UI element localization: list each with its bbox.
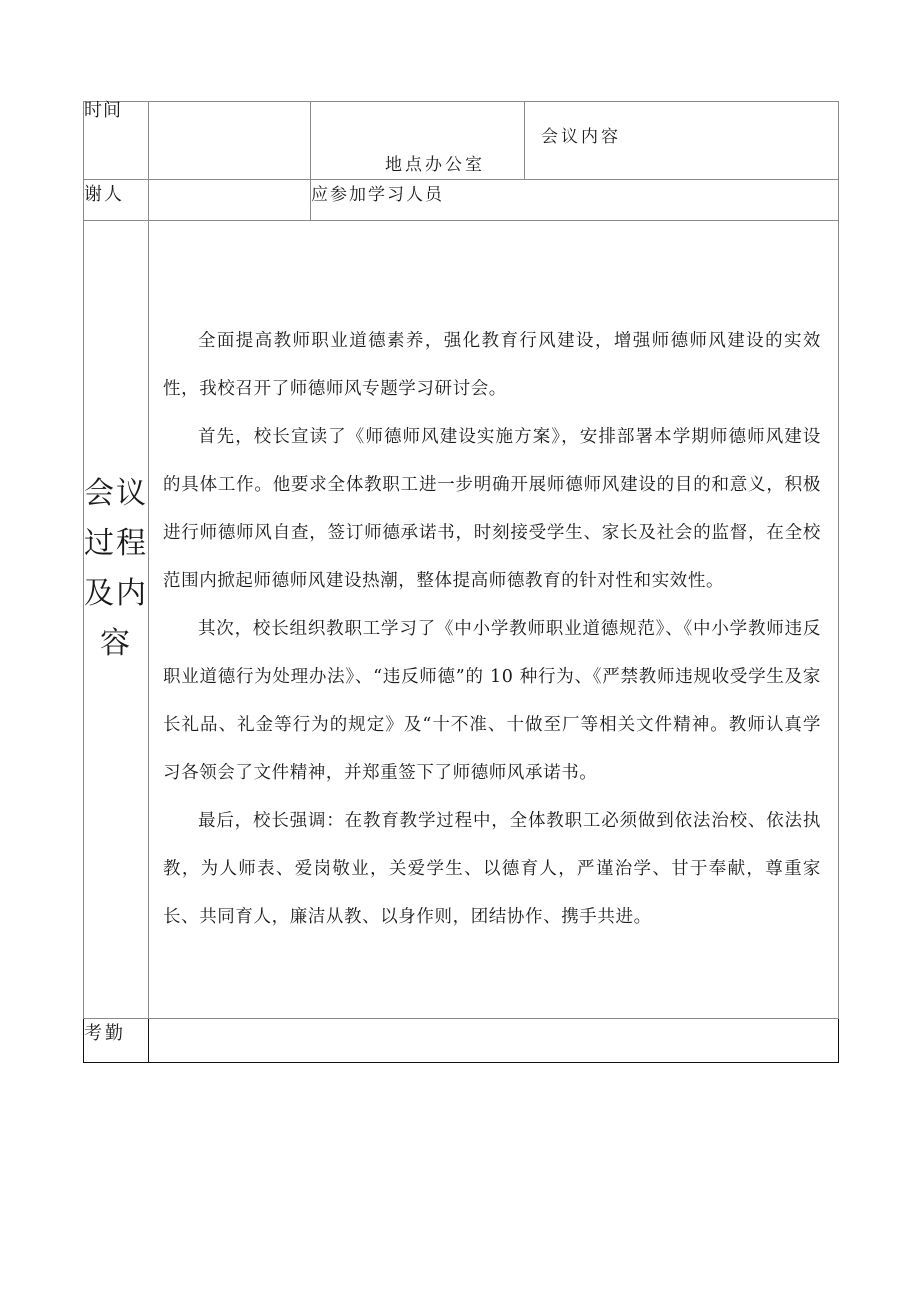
cell-time-label: 时间 (84, 102, 149, 180)
content-paragraph-4: 最后，校长强调：在教育教学过程中，全体教职工必须做到依法治校、依法执教，为人师表、爱岗敬业，关爱学生、以德育人，严谨治学、甘于奉献，尊重家长、共同育人，廉洁从教、以身作则，团结协作、携手共进。 (163, 811, 821, 927)
cell-recorder-label: 谢人 (84, 180, 149, 221)
cell-place (311, 102, 525, 180)
section-label-line-1: 会议 (84, 476, 148, 511)
table-row-attendance (84, 1019, 839, 1063)
place-label: 地点办公室 (385, 155, 485, 175)
cell-attendance-label: 考勤 (84, 1019, 149, 1063)
content-paragraph-1: 全面提高教师职业道德素养，强化教育行风建设，增强师德师风建设的实效性，我校召开了师德师风专题学习研讨会。 (163, 331, 821, 399)
cell-section-label (84, 221, 149, 1019)
section-label-line-4: 容 (100, 626, 132, 661)
table-row-meeting-header (84, 102, 839, 180)
cell-time-value[interactable] (149, 102, 311, 180)
meeting-minutes-table (83, 101, 839, 1063)
content-paragraph-2: 首先，校长宣读了《师德师风建设实施方案》，安排部署本学期师德师风建设的具体工作。他要求全体教职工进一步明确开展师德师风建设的目的和意义，积极进行师德师风自查，签订师德承诺书，时刻接受学生、家长及社会的监督，在全校范围内掀起师德师风建设热潮，整体提高师德教育的针对性和实效性。 (163, 427, 821, 591)
table-row-meeting-body (84, 221, 839, 1019)
content-paragraph-3: 其次，校长组织教职工学习了《中小学教师职业道德规范》、《中小学教师违反职业道德行为处理办法》、“违反师德”的 10 种行为、《严禁教师违规收受学生及家长礼品、礼金等行为的规定》及“十不准、十做至厂等相关文件精神。教师认真学习各领会了文件精神，并郑重签下了师德师风承诺书。 (163, 619, 821, 783)
cell-attendance-value[interactable] (149, 1019, 839, 1063)
section-label-line-3: 及内 (84, 576, 148, 611)
meeting-content-text (163, 317, 821, 941)
cell-topic (525, 102, 839, 180)
table-row-attendees-header (84, 180, 839, 221)
cell-attendees-label: 应参加学习人员 (311, 180, 839, 221)
cell-recorder-value[interactable] (149, 180, 311, 221)
cell-meeting-content[interactable] (149, 221, 839, 1019)
topic-label: 会议内容 (541, 127, 621, 147)
section-label-vertical-stack (84, 469, 148, 669)
section-label-line-2: 过程 (84, 526, 148, 561)
